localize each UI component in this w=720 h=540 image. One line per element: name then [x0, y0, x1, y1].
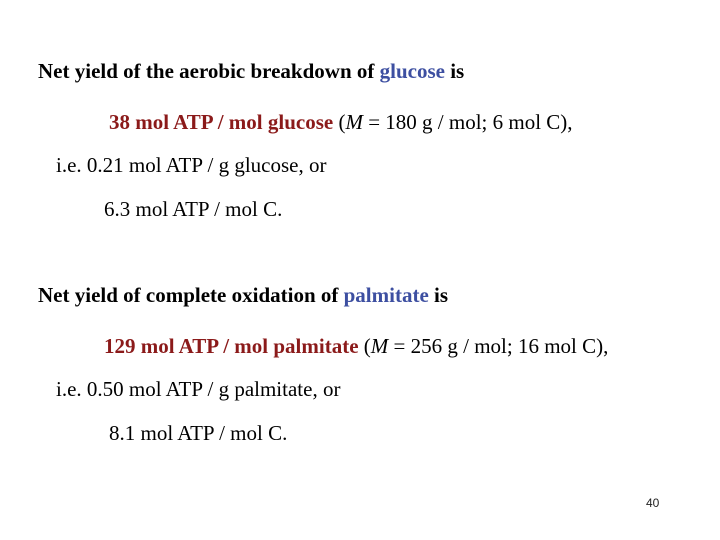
- glucose-per-gram: i.e. 0.21 mol ATP / g glucose, or: [56, 153, 327, 177]
- palmitate-term: palmitate: [343, 283, 429, 307]
- glucose-heading-post: is: [444, 59, 465, 83]
- palmitate-heading-pre: Net yield of complete oxidation of: [38, 283, 344, 307]
- palmitate-heading-post: is: [428, 283, 449, 307]
- glucose-yield-paren-open: (: [338, 110, 346, 134]
- glucose-heading: [38, 59, 464, 83]
- palmitate-yield-line: [104, 334, 608, 358]
- glucose-term: glucose: [379, 59, 445, 83]
- glucose-per-carbon: 6.3 mol ATP / mol C.: [104, 197, 283, 221]
- palmitate-per-gram: i.e. 0.50 mol ATP / g palmitate, or: [56, 377, 341, 401]
- palmitate-yield-paren-open: (: [363, 334, 371, 358]
- page-number: 40: [646, 496, 660, 510]
- palmitate-per-carbon: 8.1 mol ATP / mol C.: [109, 421, 288, 445]
- palmitate-yield-m: M: [370, 334, 389, 358]
- palmitate-yield-paren-rest: = 256 g / mol; 16 mol C),: [388, 334, 609, 358]
- glucose-yield-m: M: [345, 110, 363, 134]
- palmitate-heading: [38, 283, 448, 307]
- palmitate-yield-main: 129 mol ATP / mol palmitate: [104, 334, 359, 358]
- glucose-yield-line: [109, 110, 573, 134]
- glucose-yield-main: 38 mol ATP / mol glucose: [109, 110, 334, 134]
- glucose-yield-paren-rest: = 180 g / mol; 6 mol C),: [362, 110, 573, 134]
- glucose-heading-pre: Net yield of the aerobic breakdown of: [38, 59, 380, 83]
